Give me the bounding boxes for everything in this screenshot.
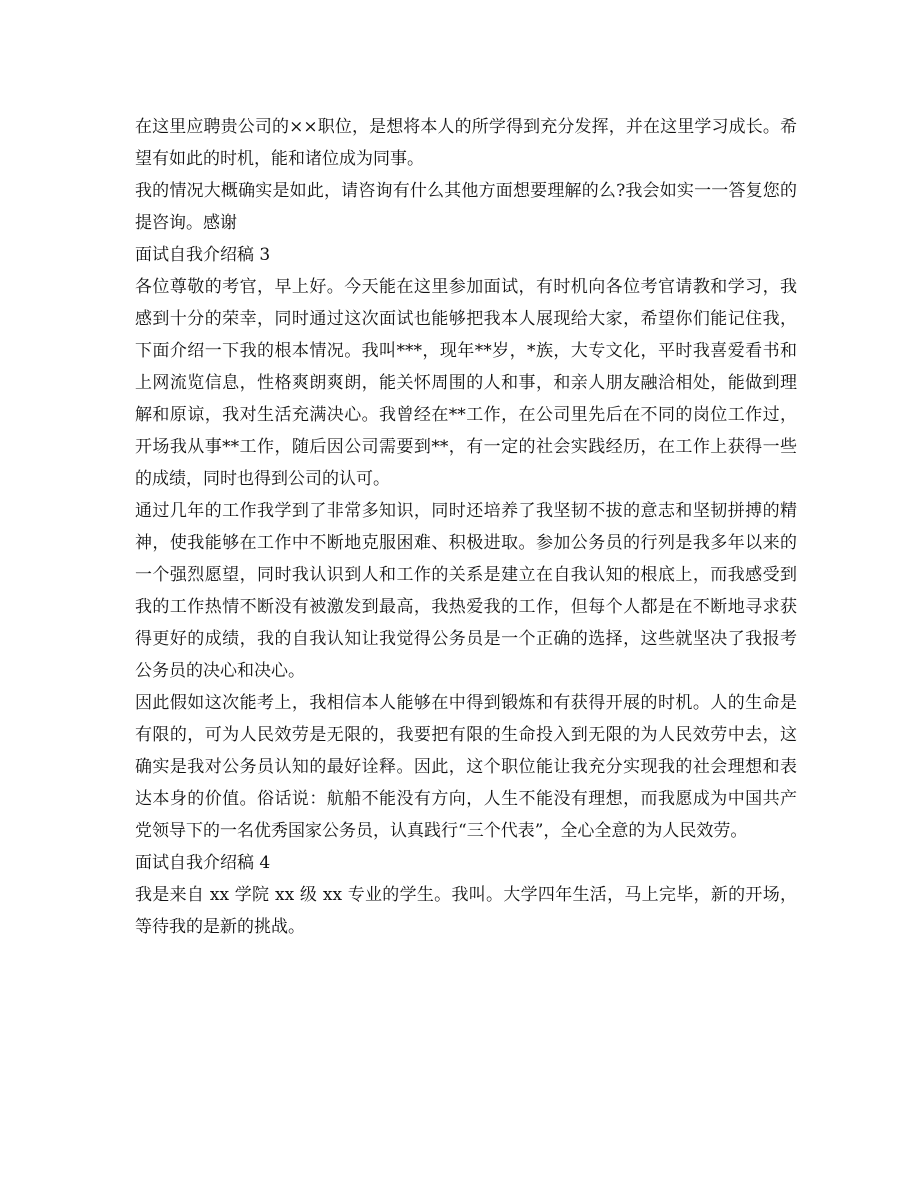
paragraph: 通过几年的工作我学到了非常多知识，同时还培养了我坚韧不拔的意志和坚韧拼搏的精神，使我能够在工作中不断地克服困难、积极进取。参加公务员的行列是我多年以来的一个强烈愿望，同时我认识到人和工作的关系是建立在自我认知的根底上，而我感受到我的工作热情不断没有被激发到最高，我热爱我的工作，但每个人都是在不断地寻求获得更好的成绩，我的自我认知让我觉得公务员是一个正确的选择，这些就坚决了我报考公务员的决心和决心。 xyxy=(135,501,797,681)
paragraph: 因此假如这次能考上，我相信本人能够在中得到锻炼和有获得开展的时机。人的生命是有限的，可为人民效劳是无限的，我要把有限的生命投入到无限的为人民效劳中去，这确实是我对公务员认知的最好诠释。因此，这个职位能让我充分实现我的社会理想和表达本身的价值。俗话说：航船不能没有方向，人生不能没有理想，而我愿成为中国共产党领导下的一名优秀国家公务员，认真践行“三个代表”，全心全意的为人民效劳。 xyxy=(135,693,797,841)
paragraph: 各位尊敬的考官，早上好。今天能在这里参加面试，有时机向各位考官请教和学习，我感到十分的荣幸，同时通过这次面试也能够把我本人展现给大家，希望你们能记住我，下面介绍一下我的根本情况。我叫***，现年**岁，*族，大专文化，平时我喜爱看书和上网流览信息，性格爽朗爽朗，能关怀周围的人和事，和亲人朋友融洽相处，能做到理解和原谅，我对生活充满决心。我曾经在**工作，在公司里先后在不同的岗位工作过，开场我从事**工作，随后因公司需要到**，有一定的社会实践经历，在工作上获得一些的成绩，同时也得到公司的认可。 xyxy=(135,277,797,489)
paragraph: 在这里应聘贵公司的××职位，是想将本人的所学得到充分发挥，并在这里学习成长。希望有如此的时机，能和诸位成为同事。 xyxy=(135,117,797,169)
section-heading: 面试自我介绍稿 4 xyxy=(135,853,271,873)
section-heading: 面试自我介绍稿 3 xyxy=(135,245,271,265)
document-page xyxy=(135,111,797,943)
paragraph: 我的情况大概确实是如此，请咨询有什么其他方面想要理解的么?我会如实一一答复您的提咨询。感谢 xyxy=(135,181,797,233)
paragraph: 我是来自 xx 学院 xx 级 xx 专业的学生。我叫。大学四年生活，马上完毕，新的开场，等待我的是新的挑战。 xyxy=(135,885,797,937)
